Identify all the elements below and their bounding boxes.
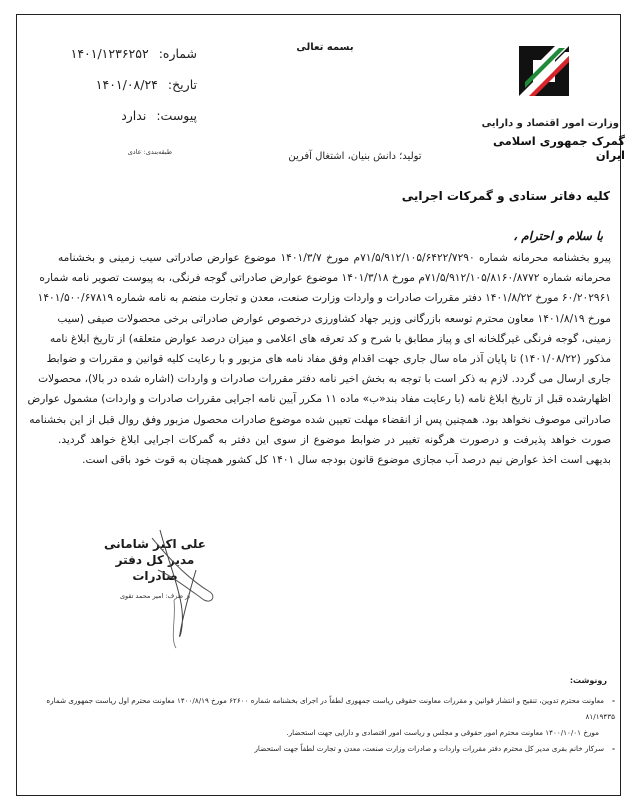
- body-line: صادراتی موصوف نخواهد بود. همچنین پس از انقضاء مهلت تعیین شده موضوع صادرات محصول مزبور وفق روال قبل از این بخشنامه: [29, 413, 611, 426]
- customs-logo-icon: [515, 42, 573, 100]
- attachment-value: ندارد: [121, 108, 147, 123]
- letter-attachment: [121, 108, 197, 123]
- handwritten-signature-icon: [150, 530, 230, 650]
- letter-number-label: شماره:: [158, 46, 197, 61]
- letter-date: [96, 77, 197, 92]
- bullet-icon: -: [612, 696, 615, 705]
- cc-item-text: سرکار خانم بقری مدیر کل محترم دفتر مقررات واردات و صادرات وزارت صنعت، معدن و تجارت لطفاً جهت استحضار: [254, 744, 605, 753]
- signatory-title: مدیر کل دفتر صادرات: [115, 553, 195, 583]
- greeting: با سلام و احترام ،: [513, 229, 603, 243]
- agency-name: گمرک جمهوری اسلامی ایران: [492, 134, 625, 162]
- letter-date-label: تاریخ:: [167, 77, 197, 92]
- signatory-name: علی اکبر شامانی: [104, 537, 206, 551]
- attachment-label: پیوست:: [156, 108, 197, 123]
- letter-number: [71, 46, 197, 61]
- body-line: ۶۰/۲۰۲۹۶۱ مورخ ۱۴۰۱/۸/۲۲ دفتر مقررات صادرات و واردات وزارت صنعت، معدن و تجارت منضم به نامه شماره ۱۴۰۱/۵۰۰/۶۷۸۱۹: [37, 292, 611, 305]
- body-line: پیرو بخشنامه محرمانه شماره ۷۱/۵/۹۱۲/۱۰۵/۶۴۲۲/۷۲۹۰م مورخ ۱۴۰۱/۳/۷ موضوع عوارض صادراتی سیب زمینی و بخشنامه: [58, 252, 611, 264]
- cc-item: [35, 693, 615, 741]
- letter-date-value: ۱۴۰۱/۰۸/۲۴: [95, 77, 158, 92]
- cc-item-continuation: مورخ ۱۴۰۰/۱۰/۰۱ معاونت محترم امور حقوقی و مجلس و ریاست امور اقتصادی و دارایی جهت استحضار.: [286, 728, 599, 737]
- recipient-line: کلیه دفاتر ستادی و گمرکات اجرایی: [401, 189, 610, 203]
- letter-number-value: ۱۴۰۱/۱۲۳۶۲۵۲: [70, 46, 149, 61]
- bullet-icon: -: [612, 744, 615, 753]
- body-line: مورخ ۱۴۰۱/۸/۱۹ معاون محترم توسعه بازرگانی وزیر جهاد کشاورزی درخصوص عوارض صادراتی برخی محصولات صیفی (سیب: [57, 312, 611, 325]
- cc-item: [35, 741, 615, 757]
- body-line: اظهارشده قبل از تاریخ ابلاغ نامه (با رعایت مفاد بند«ب» ماده ۱۱ مکرر آیین نامه اجرایی مقررات صادرات و واردات) مشمول عوارض: [27, 393, 611, 406]
- body-line: جاری ارسال می گردد. لازم به ذکر است با توجه به بخش اخیر نامه دفتر مقررات صادرات و واردات (اشاره شده در بالا)، محصولات: [38, 373, 611, 386]
- classification-note: طبقه‌بندی: عادی: [127, 148, 172, 156]
- cc-label: رونوشت:: [569, 676, 607, 685]
- ministry-name: وزارت امور اقتصاد و دارایی: [481, 118, 619, 129]
- body-line: بدیهی است اخذ عوارض نیم درصد آب مجازی موضوع قانون بودجه سال ۱۴۰۱ کل کشور همچنان به قوت خود باقی است.: [82, 454, 611, 467]
- body-line: صورت خواهد پذیرفت و درصورت هرگونه تغییر در ضوابط موضوع از سوی این دفتر به گمرکات اجرایی ابلاغ خواهد گردید.: [58, 433, 611, 446]
- basmala-heading: بسمه تعالی: [296, 42, 354, 53]
- body-line: مذکور (۱۴۰۱/۰۸/۲۲) تا پایان آذر ماه سال جاری جهت اقدام وفق مفاد نامه های مزبور و با رعایت کلیه قوانین و مقررات و ضوابط: [46, 353, 611, 366]
- body-line: زمینی، گوجه فرنگی غیرگلخانه ای و پیاز مطابق با شرح و کد تعرفه های اعلامی و میزان درصد عوارض متعلقه) از تاریخ ابلاغ نامه: [50, 332, 611, 345]
- year-slogan: تولید؛ دانش بنیان، اشتغال آفرین: [288, 151, 422, 162]
- signatory-note: از طرف: امیر محمد تقوی: [119, 592, 191, 600]
- letter-body: [27, 248, 611, 470]
- cc-item-text: معاونت محترم تدوین، تنقیح و انتشار قوانین و مقررات معاونت حقوقی ریاست جمهوری لطفاً در اجرای بخشنامه شماره ۶۲۶۰۰ مورخ ۱۴۰۰/۸/۱۹ معاونت محترم اول ریاست جمهوری شماره ۸۱/۱۹۴۳۵: [46, 696, 615, 721]
- body-line: محرمانه شماره ۷۱/۵/۹۱۲/۱۰۵/۸۱۶۰/۸۷۷۲م مورخ ۱۴۰۱/۳/۱۸ موضوع عوارض صادراتی گوجه فرنگی، به پیوست تصویر نامه شماره: [39, 272, 611, 285]
